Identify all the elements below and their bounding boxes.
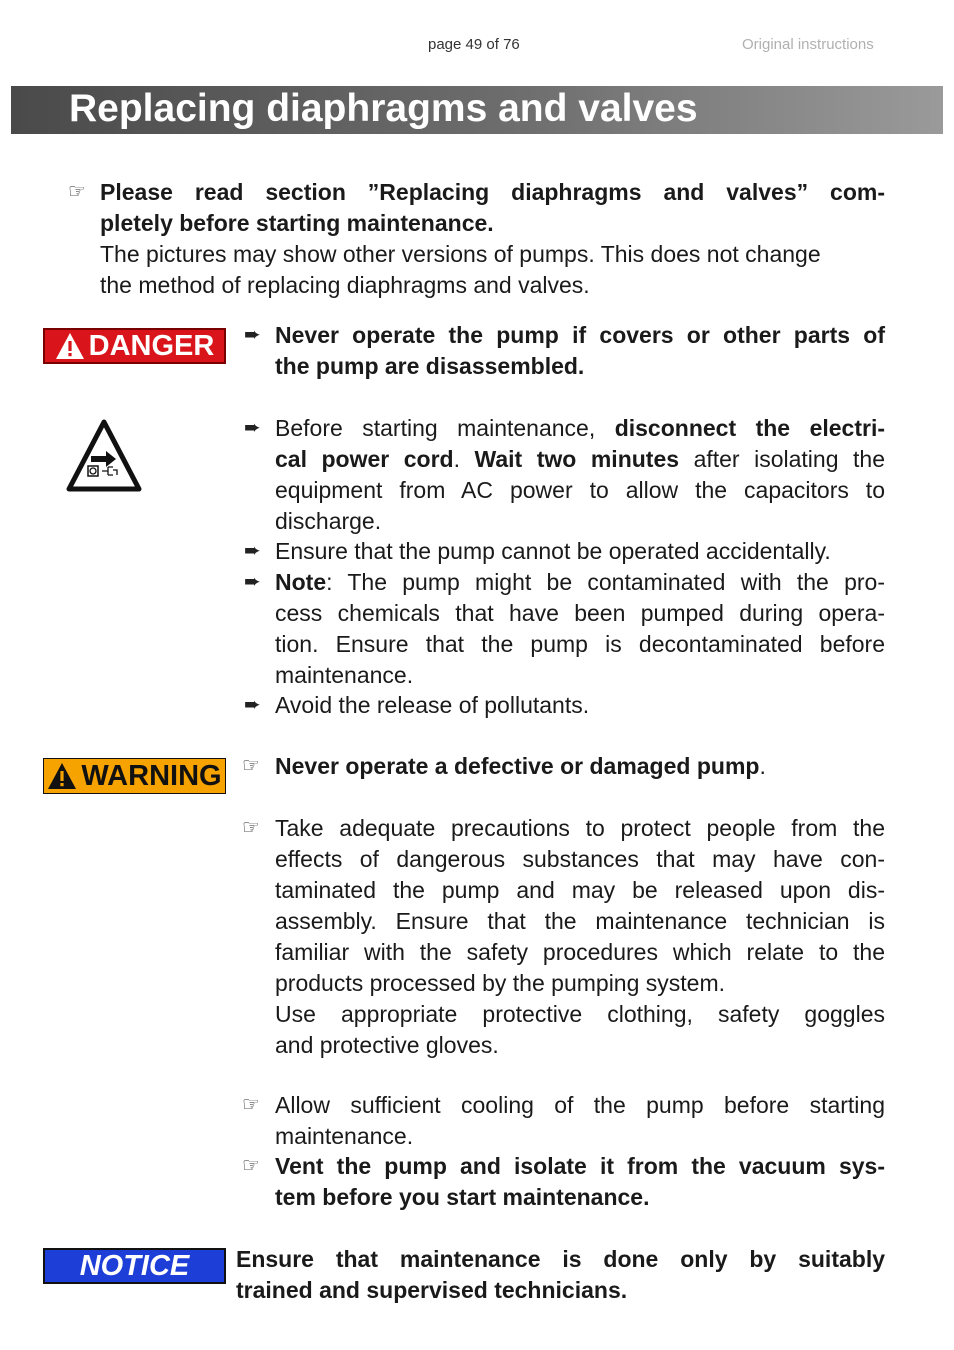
pointing-hand-icon: ☞ <box>242 1155 260 1177</box>
warning-item-3-line-2: maintenance. <box>275 1123 414 1149</box>
intro-paragraph <box>100 177 885 301</box>
danger-item-4-text-a: : The pump might be contaminated with the pro- <box>326 569 885 595</box>
warning-item-2-line-1: Take adequate precautions to protect people from the <box>275 815 885 841</box>
notice-line-2: trained and supervised technicians. <box>236 1277 628 1303</box>
danger-item-1 <box>275 320 885 382</box>
warning-item-4-line-2: tem before you start maintenance. <box>275 1184 650 1210</box>
warning-item-2-line-2: effects of dangerous substances that may have con- <box>275 846 885 872</box>
document-type-label: Original instructions <box>742 36 874 53</box>
warning-label: WARNING <box>81 759 222 792</box>
pointing-hand-icon: ☞ <box>242 755 260 777</box>
danger-item-2-text-b: . <box>453 446 475 472</box>
warning-item-2-line-3: taminated the pump and may be released upon dis- <box>275 877 885 903</box>
right-arrow-icon: ➨ <box>244 540 261 562</box>
warning-item-1 <box>275 751 885 782</box>
notice-badge <box>43 1248 226 1284</box>
warning-item-2-line-8: and protective gloves. <box>275 1032 499 1058</box>
intro-line-3: The pictures may show other versions of pumps. This does not change <box>100 241 821 267</box>
right-arrow-icon: ➨ <box>244 324 261 346</box>
intro-bold-line-2: pletely before starting maintenance. <box>100 210 494 236</box>
danger-item-2-text-c: after isolating the <box>679 446 885 472</box>
page-number: page 49 of 76 <box>428 36 520 53</box>
danger-item-4-line-4: maintenance. <box>275 662 414 688</box>
notice-paragraph <box>236 1244 885 1306</box>
warning-item-2-line-5: familiar with the safety procedures which relate to the <box>275 939 885 965</box>
danger-item-4-line-2: cess chemicals that have been pumped during opera- <box>275 600 885 626</box>
intro-bold-line-1: Please read section ”Replacing diaphragms and valves” com- <box>100 179 885 205</box>
warning-triangle-icon <box>55 331 85 361</box>
warning-item-1-bold: Never operate a defective or damaged pump <box>275 753 760 779</box>
warning-triangle-icon <box>47 761 77 791</box>
danger-item-2-bold-b: cal power cord <box>275 446 454 472</box>
note-label: Note <box>275 569 327 595</box>
warning-item-3-line-1: Allow sufficient cooling of the pump before starting <box>275 1092 885 1118</box>
right-arrow-icon: ➨ <box>244 417 261 439</box>
page-title: Replacing diaphragms and valves <box>69 87 698 130</box>
danger-item-5 <box>275 690 885 721</box>
danger-item-4-line-3: tion. Ensure that the pump is decontaminated before <box>275 631 885 657</box>
danger-item-5-line: Avoid the release of pollutants. <box>275 692 590 718</box>
danger-item-2 <box>275 413 885 537</box>
danger-item-2-bold-c: Wait two minutes <box>474 446 680 472</box>
warning-item-2-line-4: assembly. Ensure that the maintenance technician is <box>275 908 885 934</box>
warning-item-4 <box>275 1151 885 1213</box>
pointing-hand-icon: ☞ <box>68 181 86 203</box>
warning-item-4-line-1: Vent the pump and isolate it from the vacuum sys- <box>275 1153 885 1179</box>
warning-item-2-line-7: Use appropriate protective clothing, safety goggles <box>275 1001 885 1027</box>
danger-badge <box>43 328 226 364</box>
danger-item-1-line-1: Never operate the pump if covers or other parts of <box>275 322 885 348</box>
danger-item-2-text-a: Before starting maintenance, <box>275 415 615 441</box>
warning-item-3 <box>275 1090 885 1152</box>
danger-item-2-line-4: discharge. <box>275 508 382 534</box>
danger-item-4 <box>275 567 885 691</box>
pointing-hand-icon: ☞ <box>242 817 260 839</box>
pointing-hand-icon: ☞ <box>242 1094 260 1116</box>
danger-label: DANGER <box>88 329 215 362</box>
right-arrow-icon: ➨ <box>244 694 261 716</box>
danger-item-3-line: Ensure that the pump cannot be operated accidentally. <box>275 538 831 564</box>
section-title-bar <box>11 86 943 134</box>
intro-line-4: the method of replacing diaphragms and valves. <box>100 272 590 298</box>
notice-line-1: Ensure that maintenance is done only by suitably <box>236 1246 885 1272</box>
warning-item-1-period: . <box>759 753 766 779</box>
disconnect-power-warning-icon <box>66 418 142 494</box>
notice-label: NOTICE <box>79 1249 190 1282</box>
right-arrow-icon: ➨ <box>244 571 261 593</box>
danger-item-3 <box>275 536 885 567</box>
warning-badge <box>43 758 226 794</box>
warning-item-2 <box>275 813 885 1061</box>
danger-item-2-bold-a: disconnect the electri- <box>614 415 885 441</box>
danger-item-1-line-2: the pump are disassembled. <box>275 353 585 379</box>
danger-item-2-line-3: equipment from AC power to allow the capacitors to <box>275 477 885 503</box>
warning-item-2-line-6: products processed by the pumping system. <box>275 970 726 996</box>
